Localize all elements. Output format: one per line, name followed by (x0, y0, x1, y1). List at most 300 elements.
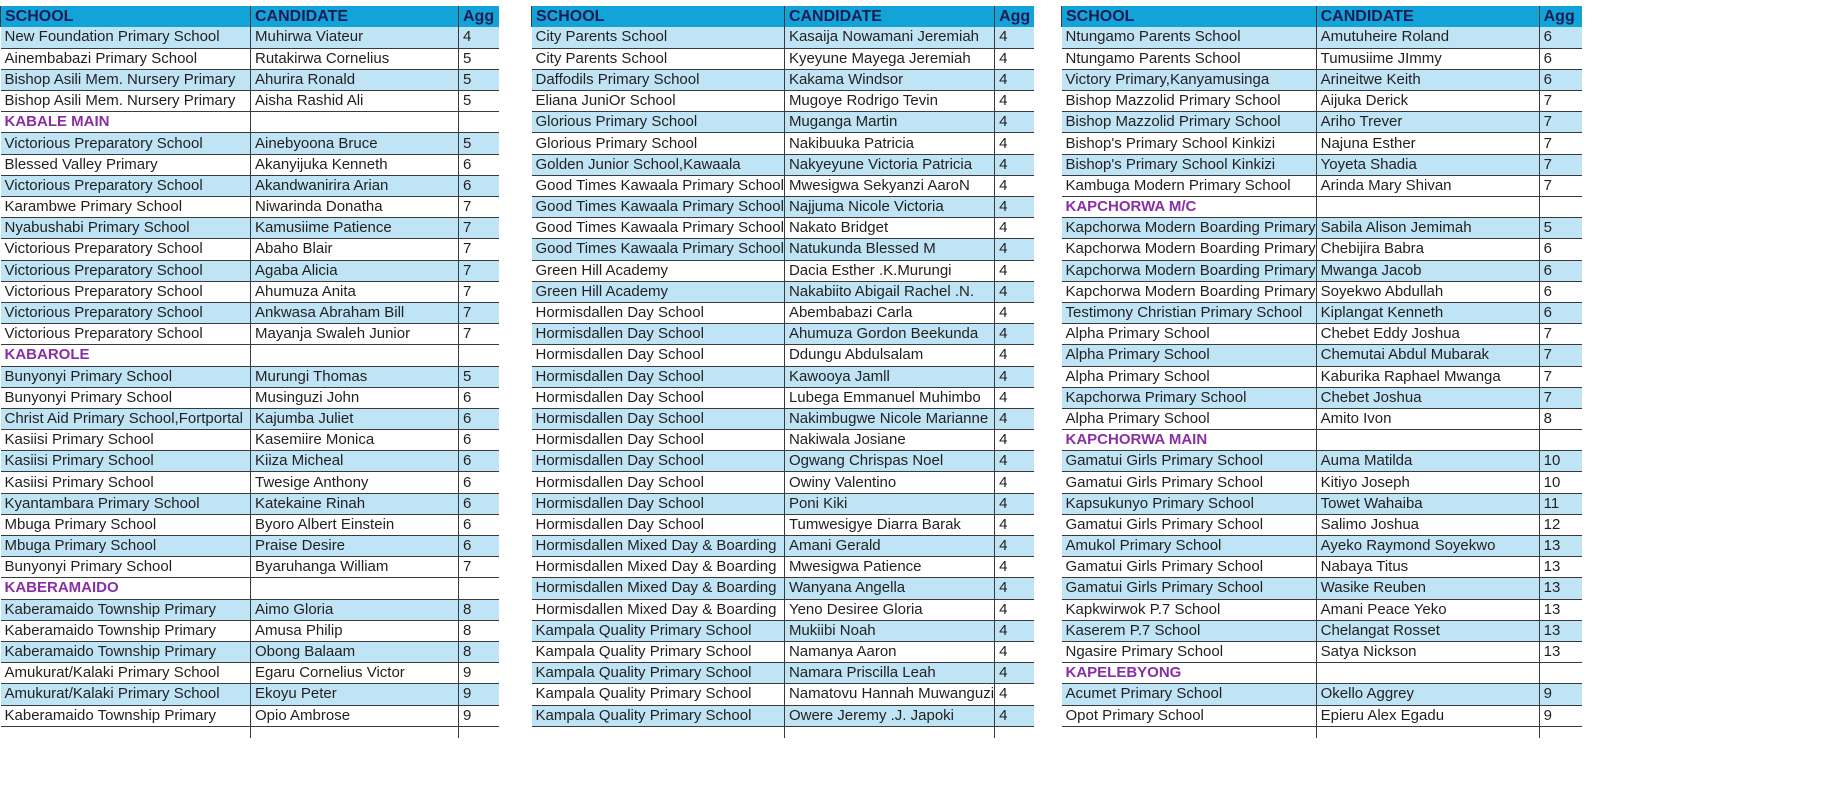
agg-cell: 4 (995, 620, 1034, 641)
table-row (1062, 27, 1583, 48)
school-cell: New Foundation Primary School (1, 27, 251, 48)
school-cell: Good Times Kawaala Primary School (532, 218, 785, 239)
school-cell: Bunyonyi Primary School (1, 387, 251, 408)
candidate-cell: Owiny Valentino (784, 472, 994, 493)
agg-cell: 4 (995, 260, 1034, 281)
school-cell: Kapchorwa Primary School (1062, 387, 1317, 408)
column-header-agg: Agg (459, 6, 499, 27)
school-cell: Amukol Primary School (1062, 536, 1317, 557)
agg-cell: 6 (1539, 48, 1582, 69)
agg-cell: 13 (1539, 536, 1582, 557)
school-cell: Amukurat/Kalaki Primary School (1, 663, 251, 684)
agg-cell: 13 (1539, 578, 1582, 599)
school-cell: Eliana JuniOr School (532, 91, 785, 112)
candidate-cell: Agaba Alicia (251, 260, 459, 281)
table-row (1062, 514, 1583, 535)
table-row (1, 175, 499, 196)
table-row (1, 514, 499, 535)
candidate-cell: Ariho Trever (1316, 112, 1539, 133)
school-cell: Mbuga Primary School (1, 536, 251, 557)
column-header-candidate: CANDIDATE (1316, 6, 1539, 27)
agg-cell: 4 (459, 27, 499, 48)
agg-cell: 6 (1539, 239, 1582, 260)
candidate-cell: Kiplangat Kenneth (1316, 302, 1539, 323)
region-name: KABAROLE (1, 345, 251, 366)
school-cell: Bunyonyi Primary School (1, 557, 251, 578)
table-row (1, 684, 499, 705)
region-name: KAPELEBYONG (1062, 663, 1317, 684)
school-cell: Hormisdallen Day School (532, 451, 785, 472)
school-cell: Kasiisi Primary School (1, 451, 251, 472)
candidate-cell: Byaruhanga William (251, 557, 459, 578)
table-row (532, 133, 1034, 154)
table-row (532, 430, 1034, 451)
candidate-cell: Ddungu Abdulsalam (784, 345, 994, 366)
agg-cell: 4 (995, 175, 1034, 196)
header-row (1, 6, 499, 27)
table-row (532, 599, 1034, 620)
agg-cell: 4 (995, 387, 1034, 408)
agg-cell: 4 (995, 472, 1034, 493)
candidate-cell: Mwanga Jacob (1316, 260, 1539, 281)
school-cell: Bishop's Primary School Kinkizi (1062, 133, 1317, 154)
table-row (1, 197, 499, 218)
agg-cell: 4 (995, 324, 1034, 345)
agg-cell: 6 (459, 451, 499, 472)
school-cell: Daffodils Primary School (532, 69, 785, 90)
school-cell: Amukurat/Kalaki Primary School (1, 684, 251, 705)
agg-cell: 4 (995, 684, 1034, 705)
school-cell: Christ Aid Primary School,Fortportal (1, 408, 251, 429)
school-cell: Testimony Christian Primary School (1062, 302, 1317, 323)
agg-cell: 11 (1539, 493, 1582, 514)
table-row (1, 91, 499, 112)
school-cell: Hormisdallen Day School (532, 408, 785, 429)
region-heading-row (1, 112, 499, 133)
candidate-cell: Wanyana Angella (784, 578, 994, 599)
candidate-cell: Tumusiime JImmy (1316, 48, 1539, 69)
school-cell: Kapchorwa Modern Boarding Primary (1062, 218, 1317, 239)
region-name: KABERAMAIDO (1, 578, 251, 599)
agg-cell: 9 (459, 663, 499, 684)
school-cell: Kampala Quality Primary School (532, 684, 785, 705)
table-row (1062, 408, 1583, 429)
candidate-cell: Abembabazi Carla (784, 302, 994, 323)
candidate-cell: Twesige Anthony (251, 472, 459, 493)
agg-cell: 4 (995, 493, 1034, 514)
agg-cell: 4 (995, 705, 1034, 726)
candidate-cell (1316, 197, 1539, 218)
table-row (532, 281, 1034, 302)
school-cell: Gamatui Girls Primary School (1062, 514, 1317, 535)
table-row (1062, 557, 1583, 578)
candidate-cell: Kaburika Raphael Mwanga (1316, 366, 1539, 387)
school-cell: Ntungamo Parents School (1062, 48, 1317, 69)
candidate-cell: Aijuka Derick (1316, 91, 1539, 112)
table-row (1, 430, 499, 451)
agg-cell (1539, 430, 1582, 451)
candidate-cell: Namara Priscilla Leah (784, 663, 994, 684)
school-cell: Kapsukunyo Primary School (1062, 493, 1317, 514)
table-row (1062, 133, 1583, 154)
school-cell: Victorious Preparatory School (1, 324, 251, 345)
school-cell: City Parents School (532, 27, 785, 48)
school-cell: Mbuga Primary School (1, 514, 251, 535)
agg-cell: 6 (459, 514, 499, 535)
candidate-cell: Mwesigwa Sekyanzi AaroN (784, 175, 994, 196)
table-row (1062, 387, 1583, 408)
table-row (532, 260, 1034, 281)
school-cell: Glorious Primary School (532, 133, 785, 154)
results-table-2 (531, 6, 1034, 738)
table-row (1062, 345, 1583, 366)
school-cell: Victorious Preparatory School (1, 133, 251, 154)
school-cell: Kaberamaido Township Primary (1, 620, 251, 641)
school-cell: Kampala Quality Primary School (532, 620, 785, 641)
table-row (1, 663, 499, 684)
column-header-school: SCHOOL (1, 6, 251, 27)
region-heading-row (1062, 430, 1583, 451)
candidate-cell: Lubega Emmanuel Muhimbo (784, 387, 994, 408)
school-cell: Gamatui Girls Primary School (1062, 472, 1317, 493)
agg-cell: 7 (459, 260, 499, 281)
candidate-cell: Najuna Esther (1316, 133, 1539, 154)
table-row (1, 641, 499, 662)
agg-cell: 4 (995, 91, 1034, 112)
agg-cell: 4 (995, 69, 1034, 90)
table-row (532, 239, 1034, 260)
agg-cell: 8 (459, 599, 499, 620)
candidate-cell: Praise Desire (251, 536, 459, 557)
table-row (1, 133, 499, 154)
agg-cell: 4 (995, 197, 1034, 218)
school-cell: Green Hill Academy (532, 260, 785, 281)
candidate-cell: Nakiwala Josiane (784, 430, 994, 451)
agg-cell (1539, 197, 1582, 218)
table-row (1062, 69, 1583, 90)
school-cell: Ntungamo Parents School (1062, 27, 1317, 48)
region-name: KABALE MAIN (1, 112, 251, 133)
column-header-agg: Agg (1539, 6, 1582, 27)
agg-cell: 6 (459, 175, 499, 196)
school-cell: Gamatui Girls Primary School (1062, 451, 1317, 472)
school-cell: Hormisdallen Day School (532, 324, 785, 345)
candidate-cell: Ahumuza Gordon Beekunda (784, 324, 994, 345)
agg-cell: 5 (459, 366, 499, 387)
agg-cell: 4 (995, 366, 1034, 387)
school-cell: City Parents School (532, 48, 785, 69)
school-cell: Alpha Primary School (1062, 366, 1317, 387)
agg-cell: 4 (995, 514, 1034, 535)
agg-cell: 6 (1539, 302, 1582, 323)
agg-cell: 6 (459, 493, 499, 514)
school-cell: Good Times Kawaala Primary School (532, 197, 785, 218)
school-cell: Victory Primary,Kanyamusinga (1062, 69, 1317, 90)
candidate-cell: Amani Peace Yeko (1316, 599, 1539, 620)
candidate-cell: Egaru Cornelius Victor (251, 663, 459, 684)
school-cell: Hormisdallen Day School (532, 472, 785, 493)
table-row (532, 324, 1034, 345)
agg-cell: 10 (1539, 472, 1582, 493)
column-header-candidate: CANDIDATE (784, 6, 994, 27)
candidate-cell: Nakabiito Abigail Rachel .N. (784, 281, 994, 302)
candidate-cell: Yeno Desiree Gloria (784, 599, 994, 620)
school-cell: Bishop's Primary School Kinkizi (1062, 154, 1317, 175)
column-header-agg: Agg (995, 6, 1034, 27)
empty-cell (784, 726, 994, 738)
candidate-cell: Byoro Albert Einstein (251, 514, 459, 535)
candidate-cell: Muhirwa Viateur (251, 27, 459, 48)
agg-cell: 7 (1539, 91, 1582, 112)
agg-cell: 7 (1539, 324, 1582, 345)
candidate-cell: Salimo Joshua (1316, 514, 1539, 535)
candidate-cell: Mayanja Swaleh Junior (251, 324, 459, 345)
agg-cell: 4 (995, 557, 1034, 578)
agg-cell: 10 (1539, 451, 1582, 472)
candidate-cell: Murungi Thomas (251, 366, 459, 387)
school-cell: Kaberamaido Township Primary (1, 641, 251, 662)
candidate-cell: Soyekwo Abdullah (1316, 281, 1539, 302)
table-row (532, 197, 1034, 218)
table-row (1062, 239, 1583, 260)
agg-cell: 7 (1539, 112, 1582, 133)
candidate-cell: Opio Ambrose (251, 705, 459, 726)
school-cell: Green Hill Academy (532, 281, 785, 302)
agg-cell: 9 (459, 684, 499, 705)
table-row (1, 324, 499, 345)
agg-cell: 4 (995, 112, 1034, 133)
school-cell: Kaberamaido Township Primary (1, 599, 251, 620)
school-cell: Bishop Asili Mem. Nursery Primary (1, 69, 251, 90)
candidate-cell: Ahumuza Anita (251, 281, 459, 302)
agg-cell: 6 (459, 472, 499, 493)
table-row (532, 536, 1034, 557)
candidate-cell: Nakimbugwe Nicole Marianne (784, 408, 994, 429)
candidate-cell: Amani Gerald (784, 536, 994, 557)
school-cell: Hormisdallen Mixed Day & Boarding (532, 536, 785, 557)
empty-cell (1316, 726, 1539, 738)
agg-cell: 5 (1539, 218, 1582, 239)
empty-cell (1062, 726, 1317, 738)
candidate-cell: Okello Aggrey (1316, 684, 1539, 705)
candidate-cell: Nakibuuka Patricia (784, 133, 994, 154)
candidate-cell: Kawooya Jamll (784, 366, 994, 387)
candidate-cell: Aisha Rashid Ali (251, 91, 459, 112)
table-row (1, 493, 499, 514)
school-cell: Hormisdallen Mixed Day & Boarding (532, 599, 785, 620)
table-row (532, 408, 1034, 429)
school-cell: Hormisdallen Mixed Day & Boarding (532, 578, 785, 599)
table-row (1, 218, 499, 239)
region-heading-row (1, 345, 499, 366)
candidate-cell: Ahurira Ronald (251, 69, 459, 90)
table-row (1, 599, 499, 620)
school-cell: Hormisdallen Day School (532, 514, 785, 535)
candidate-cell: Dacia Esther .K.Murungi (784, 260, 994, 281)
candidate-cell: Ogwang Chrispas Noel (784, 451, 994, 472)
agg-cell: 9 (459, 705, 499, 726)
candidate-cell: Satya Nickson (1316, 641, 1539, 662)
school-cell: Kapchorwa Modern Boarding Primary (1062, 239, 1317, 260)
table-row (532, 663, 1034, 684)
table-row (1062, 302, 1583, 323)
table-row (532, 112, 1034, 133)
school-cell: Kaserem P.7 School (1062, 620, 1317, 641)
table-row (1062, 366, 1583, 387)
candidate-cell: Mwesigwa Patience (784, 557, 994, 578)
candidate-cell: Muganga Martin (784, 112, 994, 133)
school-cell: Hormisdallen Day School (532, 366, 785, 387)
agg-cell: 9 (1539, 705, 1582, 726)
candidate-cell: Arinda Mary Shivan (1316, 175, 1539, 196)
candidate-cell: Amito Ivon (1316, 408, 1539, 429)
table-row (1062, 641, 1583, 662)
table-row (532, 218, 1034, 239)
table-row (1, 281, 499, 302)
table-row (1, 451, 499, 472)
candidate-cell: Kiiza Micheal (251, 451, 459, 472)
table-row (1, 705, 499, 726)
school-cell: Kambuga Modern Primary School (1062, 175, 1317, 196)
agg-cell: 6 (459, 408, 499, 429)
table-row (532, 366, 1034, 387)
table-row (1, 387, 499, 408)
table-row (1, 366, 499, 387)
school-cell: Bishop Mazzolid Primary School (1062, 91, 1317, 112)
candidate-cell: Sabila Alison Jemimah (1316, 218, 1539, 239)
table-row (532, 48, 1034, 69)
agg-cell: 4 (995, 302, 1034, 323)
table-row (1062, 684, 1583, 705)
table-row-cutoff (532, 726, 1034, 738)
agg-cell: 12 (1539, 514, 1582, 535)
agg-cell: 7 (1539, 175, 1582, 196)
agg-cell (459, 345, 499, 366)
candidate-cell: Nabaya Titus (1316, 557, 1539, 578)
table-row (532, 175, 1034, 196)
table-row (532, 91, 1034, 112)
table-row (1, 472, 499, 493)
table-row (532, 302, 1034, 323)
candidate-cell: Owere Jeremy .J. Japoki (784, 705, 994, 726)
candidate-cell: Ankwasa Abraham Bill (251, 302, 459, 323)
table-row (1062, 451, 1583, 472)
school-cell: Bishop Mazzolid Primary School (1062, 112, 1317, 133)
agg-cell: 4 (995, 599, 1034, 620)
table-row (1, 239, 499, 260)
candidate-cell: Rutakirwa Cornelius (251, 48, 459, 69)
agg-cell: 4 (995, 345, 1034, 366)
school-cell: Ainembabazi Primary School (1, 48, 251, 69)
agg-cell: 4 (995, 408, 1034, 429)
table-row (532, 493, 1034, 514)
school-cell: Alpha Primary School (1062, 345, 1317, 366)
school-cell: Bishop Asili Mem. Nursery Primary (1, 91, 251, 112)
candidate-cell: Mugoye Rodrigo Tevin (784, 91, 994, 112)
school-cell: Blessed Valley Primary (1, 154, 251, 175)
table-row (532, 69, 1034, 90)
agg-cell: 8 (459, 641, 499, 662)
table-row (532, 557, 1034, 578)
candidate-cell: Chebet Eddy Joshua (1316, 324, 1539, 345)
agg-cell: 6 (459, 387, 499, 408)
candidate-cell: Obong Balaam (251, 641, 459, 662)
agg-cell (459, 112, 499, 133)
school-cell: Hormisdallen Day School (532, 430, 785, 451)
table-row (1062, 472, 1583, 493)
empty-cell (459, 726, 499, 738)
school-cell: Gamatui Girls Primary School (1062, 557, 1317, 578)
school-cell: Alpha Primary School (1062, 408, 1317, 429)
table-row-cutoff (1062, 726, 1583, 738)
empty-cell (1, 726, 251, 738)
table-row (1062, 112, 1583, 133)
candidate-cell: Najjuma Nicole Victoria (784, 197, 994, 218)
agg-cell: 6 (459, 430, 499, 451)
school-cell: Victorious Preparatory School (1, 302, 251, 323)
table-row-cutoff (1, 726, 499, 738)
school-cell: Good Times Kawaala Primary School (532, 239, 785, 260)
column-header-school: SCHOOL (1062, 6, 1317, 27)
agg-cell: 5 (459, 69, 499, 90)
candidate-cell: Ekoyu Peter (251, 684, 459, 705)
agg-cell: 7 (459, 239, 499, 260)
agg-cell: 7 (459, 557, 499, 578)
header-row (532, 6, 1034, 27)
school-cell: Victorious Preparatory School (1, 281, 251, 302)
agg-cell: 5 (459, 133, 499, 154)
agg-cell: 6 (1539, 69, 1582, 90)
agg-cell: 7 (1539, 133, 1582, 154)
table-row (1, 557, 499, 578)
agg-cell: 4 (995, 536, 1034, 557)
agg-cell: 4 (995, 641, 1034, 662)
region-name: KAPCHORWA M/C (1062, 197, 1317, 218)
school-cell: Nyabushabi Primary School (1, 218, 251, 239)
candidate-cell: Aimo Gloria (251, 599, 459, 620)
agg-cell: 4 (995, 154, 1034, 175)
table-row (532, 578, 1034, 599)
candidate-cell: Namatovu Hannah Muwanguzi (784, 684, 994, 705)
table-row (532, 27, 1034, 48)
candidate-cell: Ainebyoona Bruce (251, 133, 459, 154)
school-cell: Kasiisi Primary School (1, 472, 251, 493)
table-row (1062, 493, 1583, 514)
candidate-cell: Niwarinda Donatha (251, 197, 459, 218)
agg-cell: 4 (995, 663, 1034, 684)
agg-cell: 4 (995, 281, 1034, 302)
candidate-cell: Katekaine Rinah (251, 493, 459, 514)
table-row (532, 641, 1034, 662)
column-header-school: SCHOOL (532, 6, 785, 27)
candidate-cell: Yoyeta Shadia (1316, 154, 1539, 175)
agg-cell: 13 (1539, 620, 1582, 641)
candidate-cell: Natukunda Blessed M (784, 239, 994, 260)
school-cell: Victorious Preparatory School (1, 239, 251, 260)
candidate-cell: Akandwanirira Arian (251, 175, 459, 196)
school-cell: Kapchorwa Modern Boarding Primary (1062, 260, 1317, 281)
agg-cell: 7 (1539, 154, 1582, 175)
agg-cell: 4 (995, 218, 1034, 239)
region-heading-row (1062, 197, 1583, 218)
table-row (1, 69, 499, 90)
candidate-cell: Towet Wahaiba (1316, 493, 1539, 514)
table-row (1, 154, 499, 175)
header-row (1062, 6, 1583, 27)
candidate-cell: Kamusiime Patience (251, 218, 459, 239)
agg-cell (1539, 663, 1582, 684)
table-row (532, 514, 1034, 535)
